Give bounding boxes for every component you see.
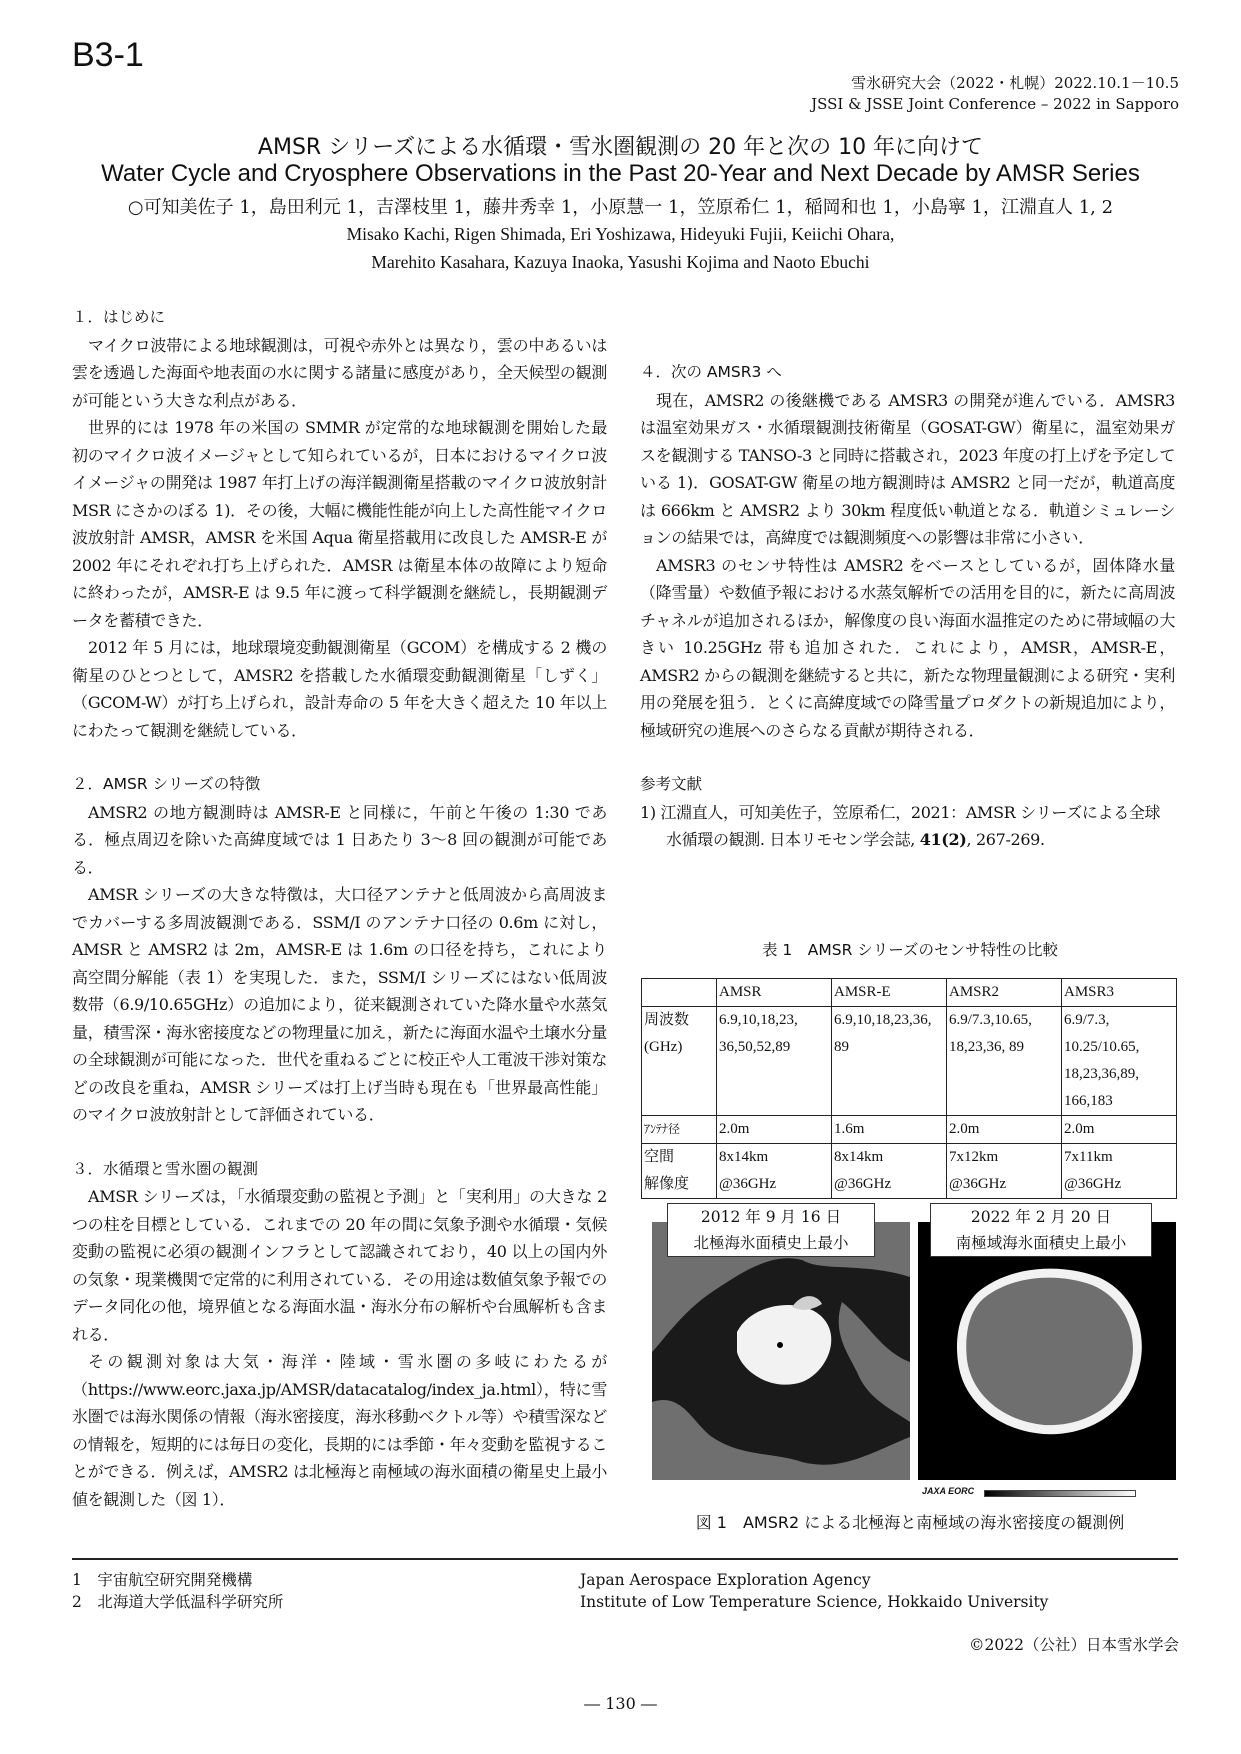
- table-caption: 表 1 AMSR シリーズのセンサ特性の比較: [761, 941, 1059, 959]
- table-cell: 8x14km @36GHz: [832, 1144, 947, 1199]
- table-cell: 6.9,10,18,23,36, 89: [832, 1007, 947, 1116]
- title-en: Water Cycle and Cryosphere Observations in the Past 20-Year and Next Decade by AMSR Series: [101, 160, 1140, 187]
- authors-ja: ○可知美佐子 1，島田利元 1，吉澤枝里 1，藤井秀幸 1，小原慧一 1，笠原希仁 1，稲岡和也 1，小島寧 1，江淵直人 1, 2: [127, 197, 1114, 218]
- section-3-paragraph-2: その観測対象は大気・海洋・陸域・雪氷圏の多岐にわたるが（https://www.eorc.jaxa.jp/AMSR/datacatalog/index_ja.html），特に雪氷圏では海氷関係の情報（海氷密接度，海氷移動ベクトル等）や積雪深などの情報を，短期的には毎日の変化，長期的には季節・年々変動を監視することができる．例えば，AMSR2 は北極海と南極域の海氷面積の衛星史上最小値を観測した（図 1）．: [72, 1352, 607, 1509]
- section-4-paragraph-1: 現在，AMSR2 の後継機である AMSR3 の開発が進んでいる．AMSR3 は温室効果ガス・水循環観測技術衛星（GOSAT-GW）衛星に，温室効果ガスを観測する TANSO-3 と同時に搭載され，2023 年度の打上げを予定している 1)．GOSAT-GW 衛星の地方観測時は AMSR2 と同一だが，軌道高度は 666km と AMSR2 より 30km 程度低い軌道となる．軌道シミュレーションの結果では，高緯度では観測頻度への影響は非常に小さい．: [640, 390, 1175, 547]
- left-column: [72, 304, 607, 1513]
- footnote-divider: [72, 1558, 1178, 1560]
- table-cell: 1.6m: [832, 1116, 947, 1144]
- antarctic-label: 南極域海氷面積史上最小: [955, 1234, 1127, 1252]
- section-2-paragraph-2: AMSR シリーズの大きな特徴は，大口径アンテナと低周波から高周波までカバーする多周波観測である．SSM/I のアンテナ口径の 0.6m に対し，AMSR と AMSR2 は 2m，AMSR-E は 1.6m の口径を持ち，これにより高空間分解能（表 1）を実現した．また，SSM/I シリーズにはない低周波数帯（6.9/10.65GHz）の追加により，従来観測されていた降水量や水蒸気量，積雪深・海氷密接度などの物理量に加え，新たに海面水温や土壌水分量の全球観測が可能になった．世代を重ねるごとに校正や人工電波干渉対策などの改良を重ね，AMSR シリーズは打上げ当時も現在も「世界最高性能」のマイクロ波放射計として評価されている．: [72, 885, 607, 1124]
- conference-ja: 雪氷研究大会（2022・札幌）2022.10.1－10.5: [851, 74, 1179, 92]
- section-1-paragraph-2: 世界的には 1978 年の米国の SMMR が定常的な地球観測を開始した最初のマイクロ波イメージャとして知られているが，日本におけるマイクロ波イメージャの開発は 1987 年打上げの海洋観測衛星搭載のマイクロ波放射計 MSR にさかのぼる 1)．その後，大幅に機能性能が向上した高性能マイクロ波放射計 AMSR，AMSR を米国 Aqua 衛星搭載用に改良した AMSR-E が 2002 年にそれぞれ打ち上げられた．AMSR は衛星本体の故障により短命に終わったが，AMSR-E は 9.5 年に渡って科学観測を継続し，長期観測データを蓄積できた．: [72, 418, 607, 630]
- footnote-2-en: Institute of Low Temperature Science, Hokkaido University: [580, 1593, 1049, 1611]
- colorbar-strip: [918, 1484, 1176, 1504]
- table-header-cell: AMSR: [717, 979, 832, 1007]
- antarctic-label-box: [930, 1203, 1152, 1257]
- figure-caption: 図 1 AMSR2 による北極海と南極域の海氷密接度の観測例: [695, 1513, 1125, 1532]
- page-number: ― 130 ―: [584, 1694, 657, 1713]
- table-cell: 7x11km @36GHz: [1062, 1144, 1177, 1199]
- section-2-paragraph-1: AMSR2 の地方観測時は AMSR-E と同様に，午前と午後の 1:30 である．極点周辺を除いた高緯度域では 1 日あたり 3〜8 回の観測が可能である．: [72, 802, 607, 877]
- section-3-heading: ３．水循環と雪氷圏の観測: [72, 1159, 259, 1178]
- arctic-date: 2012 年 9 月 16 日: [700, 1208, 842, 1226]
- right-column: [640, 304, 1175, 854]
- table-header-cell: [642, 979, 717, 1007]
- table-cell: 7x12km @36GHz: [947, 1144, 1062, 1199]
- sensor-comparison-table: [641, 978, 1177, 1199]
- arctic-label: 北極海氷面積史上最小: [693, 1234, 849, 1252]
- table-cell: 6.9,10,18,23, 36,50,52,89: [717, 1007, 832, 1116]
- table-row-antenna: [642, 1116, 1177, 1144]
- colorbar: [984, 1490, 1136, 1497]
- arctic-sea-ice-map: [652, 1222, 910, 1480]
- table-row-resolution: [642, 1144, 1177, 1199]
- section-2-heading: ２．AMSR シリーズの特徴: [72, 775, 261, 793]
- antarctic-sea-ice-map: [918, 1222, 1176, 1480]
- table-cell: 2.0m: [1062, 1116, 1177, 1144]
- conference-en: JSSI & JSSE Joint Conference – 2022 in Sapporo: [811, 95, 1179, 113]
- table-header-cell: AMSR2: [947, 979, 1062, 1007]
- jaxa-eorc-logo: JAXA EORC: [922, 1486, 975, 1496]
- table-header-row: [642, 979, 1177, 1007]
- table-header-cell: AMSR3: [1062, 979, 1177, 1007]
- table-cell: 2.0m: [947, 1116, 1062, 1144]
- arctic-label-box: [667, 1203, 875, 1257]
- footnote-1-en: Japan Aerospace Exploration Agency: [580, 1571, 871, 1589]
- authors-en-line1: Misako Kachi, Rigen Shimada, Eri Yoshizawa, Hideyuki Fujii, Keiichi Ohara,: [346, 224, 895, 244]
- table-cell: 8x14km @36GHz: [717, 1144, 832, 1199]
- table-row-frequency: [642, 1007, 1177, 1116]
- table-cell: 6.9/7.3, 10.25/10.65, 18,23,36,89, 166,183: [1062, 1007, 1177, 1116]
- section-1-heading: １．はじめに: [72, 308, 166, 326]
- paper-id: B3-1: [72, 36, 144, 74]
- footnote-2-ja: 2 北海道大学低温科学研究所: [72, 1593, 284, 1611]
- footnote-1-ja: 1 宇宙航空研究開発機構: [72, 1571, 253, 1589]
- section-3-paragraph-1: AMSR シリーズは，「水循環変動の監視と予測」と「実利用」の大きな 2 つの柱を目標としている．これまでの 20 年の間に気象予測や水循環・気候変動の監視に必須の観測インフラとして認識されており，40 以上の国内外の気象・現業機関で定常的に利用されている．その用途は数値気象予報でのデータ同化の他，境界値となる海面水温・海氷分布の解析や台風解析も含まれる．: [72, 1187, 607, 1344]
- section-1-paragraph-1: マイクロ波帯による地球観測は，可視や赤外とは異なり，雲の中あるいは雲を透過した海面や地表面の水に関する諸量に感度があり，全天候型の観測が可能という大きな利点がある．: [72, 335, 607, 410]
- table-cell: 6.9/7.3,10.65, 18,23,36, 89: [947, 1007, 1062, 1116]
- copyright: ©2022（公社）日本雪氷学会: [969, 1636, 1179, 1654]
- antarctic-date: 2022 年 2 月 20 日: [970, 1208, 1112, 1226]
- reference-1: 1) 江淵直人，可知美佐子，笠原希仁，2021：AMSR シリーズによる全球水循環の観測. 日本リモセン学会誌, 41(2), 267-269.: [640, 802, 1161, 849]
- title-ja: AMSR シリーズによる水循環・雪氷圏観測の 20 年と次の 10 年に向けて: [257, 135, 984, 160]
- table-cell: 空間 解像度: [642, 1144, 717, 1199]
- table-header-cell: AMSR-E: [832, 979, 947, 1007]
- references-heading: 参考文献: [640, 775, 703, 793]
- section-1-paragraph-3: 2012 年 5 月には，地球環境変動観測衛星（GCOM）を構成する 2 機の衛星のひとつとして，AMSR2 を搭載した水循環変動観測衛星「しずく」（GCOM-W）が打ち上げられ，設計寿命の 5 年を大きく超えた 10 年以上にわたって観測を継続している．: [72, 638, 607, 740]
- section-4-heading: ４．次の AMSR3 へ: [640, 363, 782, 381]
- table-cell: 周波数 (GHz): [642, 1007, 717, 1116]
- table-cell: ｱﾝﾃﾅ径: [642, 1116, 717, 1144]
- section-4-paragraph-2: AMSR3 のセンサ特性は AMSR2 をベースとしているが，固体降水量（降雪量）や数値予報における水蒸気解析での活用を目的に，新たに高周波チャネルが追加されるほか，解像度の良い海面水温推定のために帯域幅の大きい 10.25GHz 帯も追加された．これにより，AMSR，AMSR-E，AMSR2 からの観測を継続すると共に，新たな物理量観測による研究・実利用の発展を狙う．とくに高緯度域での降雪量プロダクトの新規追加により，極域研究の進展へのさらなる貢献が期待される．: [640, 555, 1175, 740]
- authors-en-line2: Marehito Kasahara, Kazuya Inaoka, Yasushi Kojima and Naoto Ebuchi: [371, 252, 870, 272]
- table-cell: 2.0m: [717, 1116, 832, 1144]
